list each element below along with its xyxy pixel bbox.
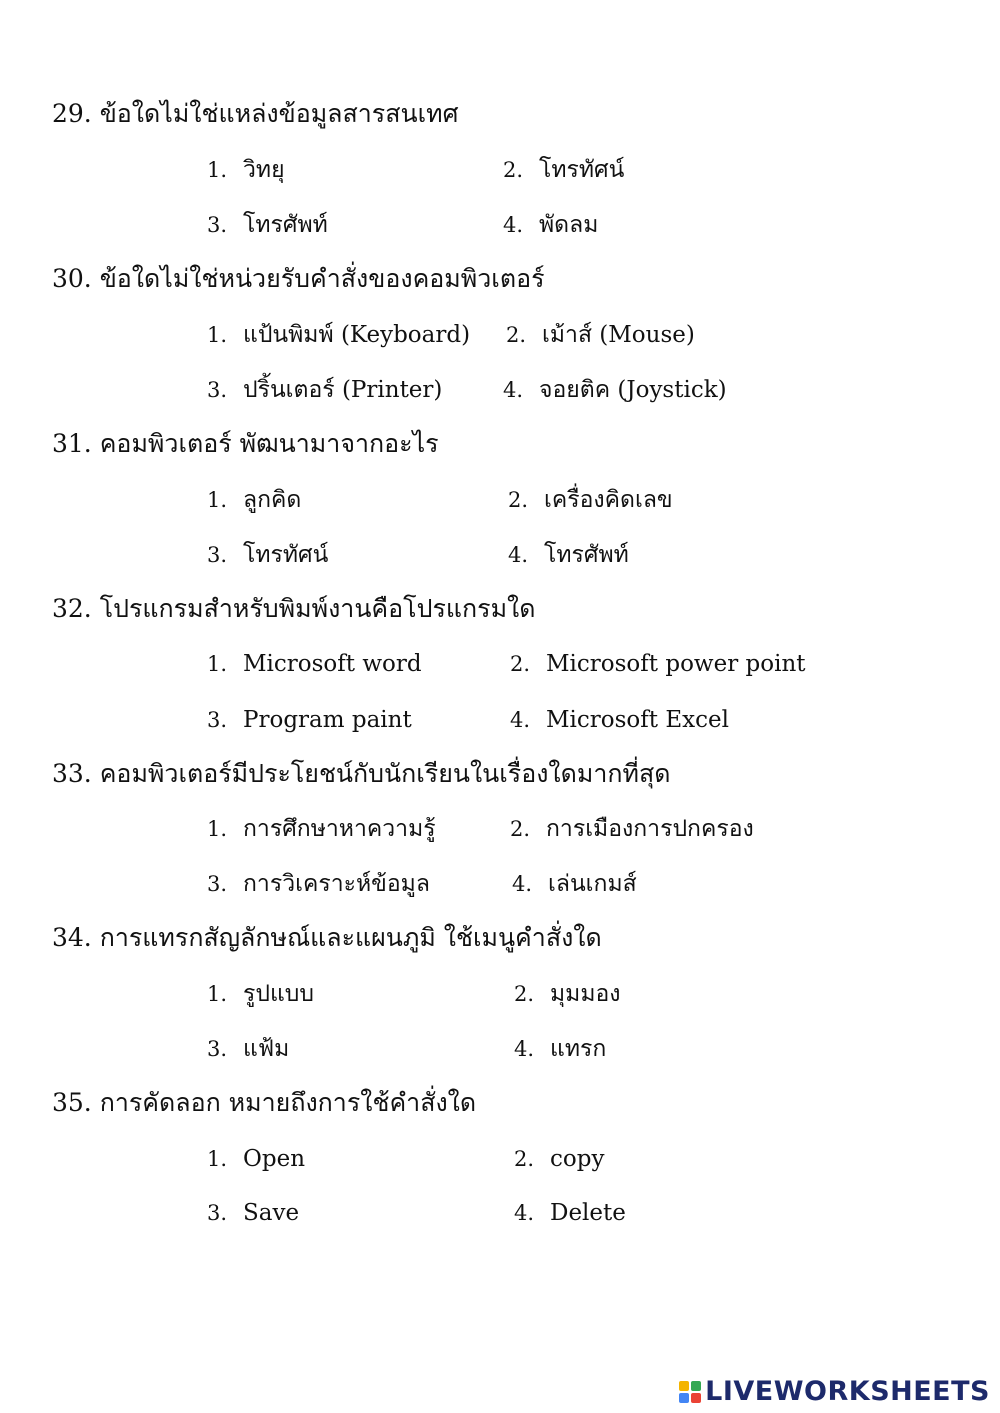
option-number: 1. (207, 652, 228, 676)
logo-square-green (691, 1381, 701, 1391)
option-number: 4. (503, 213, 524, 237)
option-number: 4. (508, 543, 529, 567)
option-number: 1. (207, 817, 228, 841)
logo-square-red (691, 1393, 701, 1403)
option-4[interactable] (510, 704, 729, 736)
option-text: วิทยุ (243, 157, 285, 183)
question-text: 30. ข้อใดไม่ใช่หน่วยรับคำสั่งของคอมพิวเตอร์ (52, 264, 545, 293)
option-text: โทรทัศน์ (243, 542, 329, 568)
option-text: การเมืองการปกครอง (546, 816, 754, 842)
option-3[interactable] (207, 1197, 299, 1229)
option-2[interactable] (514, 1143, 604, 1175)
option-number: 1. (207, 1147, 228, 1171)
option-4[interactable] (508, 539, 629, 571)
option-text: Microsoft word (243, 651, 422, 677)
question-text: 33. คอมพิวเตอร์มีประโยชน์กับนักเรียนในเรื่องใดมากที่สุด (52, 759, 671, 788)
option-4[interactable] (514, 1033, 606, 1065)
option-text: เล่นเกมส์ (548, 871, 637, 897)
option-2[interactable] (508, 484, 673, 516)
option-4[interactable] (512, 868, 637, 900)
option-text: จอยติค (Joystick) (539, 377, 727, 403)
option-text: รูปแบบ (243, 981, 314, 1007)
option-1[interactable] (207, 813, 436, 845)
option-number: 1. (207, 323, 228, 347)
option-1[interactable] (207, 154, 285, 186)
option-number: 2. (510, 652, 531, 676)
option-1[interactable] (207, 648, 422, 680)
option-number: 4. (503, 378, 524, 402)
option-text: Delete (550, 1200, 626, 1226)
option-1[interactable] (207, 978, 314, 1010)
option-3[interactable] (207, 209, 328, 241)
option-2[interactable] (510, 813, 754, 845)
option-text: แป้นพิมพ์ (Keyboard) (243, 322, 471, 348)
option-3[interactable] (207, 868, 430, 900)
option-number: 2. (503, 158, 524, 182)
option-number: 2. (508, 488, 529, 512)
option-text: Save (243, 1200, 300, 1226)
option-1[interactable] (207, 484, 301, 516)
option-text: Program paint (243, 707, 412, 733)
option-number: 4. (512, 872, 533, 896)
option-number: 3. (207, 543, 228, 567)
option-number: 4. (510, 708, 531, 732)
option-text: Microsoft Excel (546, 707, 729, 733)
option-text: การศึกษาหาความรู้ (243, 816, 436, 842)
option-3[interactable] (207, 539, 328, 571)
option-number: 3. (207, 872, 228, 896)
logo-grid-icon (679, 1381, 701, 1403)
option-text: ลูกคิด (243, 487, 302, 513)
option-number: 3. (207, 213, 228, 237)
option-text: โทรศัพท์ (243, 212, 328, 238)
option-text: แทรก (550, 1036, 607, 1062)
option-number: 3. (207, 708, 228, 732)
option-text: แฟ้ม (243, 1036, 290, 1062)
option-text: Open (243, 1146, 306, 1172)
question-text: 32. โปรแกรมสำหรับพิมพ์งานคือโปรแกรมใด (52, 594, 536, 623)
option-number: 4. (514, 1201, 535, 1225)
logo-text: LIVEWORKSHEETS (705, 1376, 990, 1407)
option-number: 1. (207, 982, 228, 1006)
option-number: 2. (514, 982, 535, 1006)
option-number: 3. (207, 378, 228, 402)
option-1[interactable] (207, 1143, 305, 1175)
option-number: 1. (207, 158, 228, 182)
option-1[interactable] (207, 319, 470, 351)
question-text: 34. การแทรกสัญลักษณ์และแผนภูมิ ใช้เมนูคำสั่งใด (52, 923, 602, 952)
option-text: โทรทัศน์ (539, 157, 625, 183)
option-text: พัดลม (539, 212, 599, 238)
option-number: 3. (207, 1201, 228, 1225)
option-number: 2. (514, 1147, 535, 1171)
logo-square-yellow (679, 1381, 689, 1391)
question-text: 31. คอมพิวเตอร์ พัฒนามาจากอะไร (52, 429, 439, 458)
option-3[interactable] (207, 374, 442, 406)
option-4[interactable] (503, 374, 727, 406)
option-number: 4. (514, 1037, 535, 1061)
option-3[interactable] (207, 704, 412, 736)
option-2[interactable] (503, 154, 624, 186)
liveworksheets-logo (679, 1376, 990, 1407)
option-text: เม้าส์ (Mouse) (542, 322, 695, 348)
option-text: โทรศัพท์ (544, 542, 629, 568)
option-number: 1. (207, 488, 228, 512)
option-text: การวิเคราะห์ข้อมูล (243, 871, 430, 897)
option-3[interactable] (207, 1033, 289, 1065)
option-4[interactable] (514, 1197, 626, 1229)
option-number: 2. (510, 817, 531, 841)
logo-square-blue (679, 1393, 689, 1403)
option-text: Microsoft power point (546, 651, 806, 677)
option-text: copy (550, 1146, 605, 1172)
option-number: 2. (506, 323, 527, 347)
option-2[interactable] (506, 319, 695, 351)
option-text: ปริ้นเตอร์ (Printer) (243, 377, 443, 403)
option-text: เครื่องคิดเลข (544, 487, 673, 513)
option-number: 3. (207, 1037, 228, 1061)
question-text: 35. การคัดลอก หมายถึงการใช้คำสั่งใด (52, 1088, 477, 1117)
option-text: มุมมอง (550, 981, 621, 1007)
option-4[interactable] (503, 209, 598, 241)
option-2[interactable] (510, 648, 806, 680)
option-2[interactable] (514, 978, 621, 1010)
question-text: 29. ข้อใดไม่ใช่แหล่งข้อมูลสารสนเทศ (52, 99, 459, 128)
